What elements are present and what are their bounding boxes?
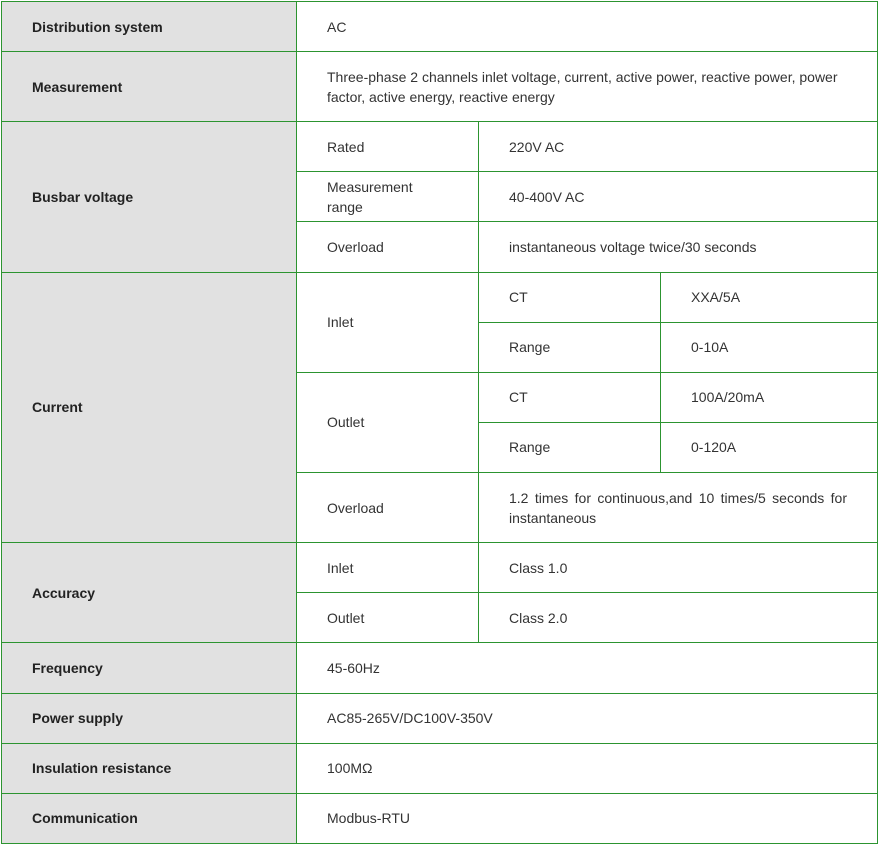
row-frequency: [2, 643, 878, 693]
current-inlet-range-label: Range: [479, 322, 661, 372]
insulation-resistance-label: Insulation resistance: [2, 743, 297, 793]
accuracy-inlet-value: Class 1.0: [479, 543, 878, 593]
distribution-system-label: Distribution system: [2, 2, 297, 52]
row-power-supply: [2, 693, 878, 743]
busbar-range-value: 40-400V AC: [479, 172, 878, 222]
insulation-resistance-value: 100MΩ: [297, 743, 878, 793]
busbar-rated-label: Rated: [297, 122, 479, 172]
measurement-value: Three-phase 2 channels inlet voltage, current, active power, reactive power, power factor, active energy, reactive energy: [297, 52, 878, 122]
accuracy-label: Accuracy: [2, 543, 297, 643]
current-inlet-ct-label: CT: [479, 272, 661, 322]
power-supply-label: Power supply: [2, 693, 297, 743]
current-outlet-range-label: Range: [479, 422, 661, 472]
busbar-voltage-label: Busbar voltage: [2, 122, 297, 272]
current-inlet-ct-value: XXA/5A: [661, 272, 878, 322]
current-outlet-label: Outlet: [297, 372, 479, 472]
current-overload-label: Overload: [297, 473, 479, 543]
power-supply-value: AC85-265V/DC100V-350V: [297, 693, 878, 743]
busbar-range-label: Measurement range: [297, 172, 479, 222]
busbar-overload-value: instantaneous voltage twice/30 seconds: [479, 222, 878, 272]
current-overload-value: 1.2 times for continuous,and 10 times/5 seconds for instantaneous: [479, 473, 878, 543]
communication-label: Communication: [2, 793, 297, 843]
current-outlet-range-value: 0-120A: [661, 422, 878, 472]
frequency-value: 45-60Hz: [297, 643, 878, 693]
accuracy-inlet-label: Inlet: [297, 543, 479, 593]
busbar-overload-label: Overload: [297, 222, 479, 272]
spec-table: [1, 1, 878, 844]
current-inlet-label: Inlet: [297, 272, 479, 372]
accuracy-outlet-value: Class 2.0: [479, 593, 878, 643]
row-distribution-system: [2, 2, 878, 52]
row-accuracy-inlet: [2, 543, 878, 593]
row-current-inlet-ct: [2, 272, 878, 322]
current-inlet-range-value: 0-10A: [661, 322, 878, 372]
row-busbar-rated: [2, 122, 878, 172]
busbar-rated-value: 220V AC: [479, 122, 878, 172]
frequency-label: Frequency: [2, 643, 297, 693]
row-communication: [2, 793, 878, 843]
communication-value: Modbus-RTU: [297, 793, 878, 843]
current-label: Current: [2, 272, 297, 543]
row-insulation-resistance: [2, 743, 878, 793]
measurement-label: Measurement: [2, 52, 297, 122]
current-outlet-ct-label: CT: [479, 372, 661, 422]
accuracy-outlet-label: Outlet: [297, 593, 479, 643]
current-outlet-ct-value: 100A/20mA: [661, 372, 878, 422]
row-measurement: [2, 52, 878, 122]
distribution-system-value: AC: [297, 2, 878, 52]
